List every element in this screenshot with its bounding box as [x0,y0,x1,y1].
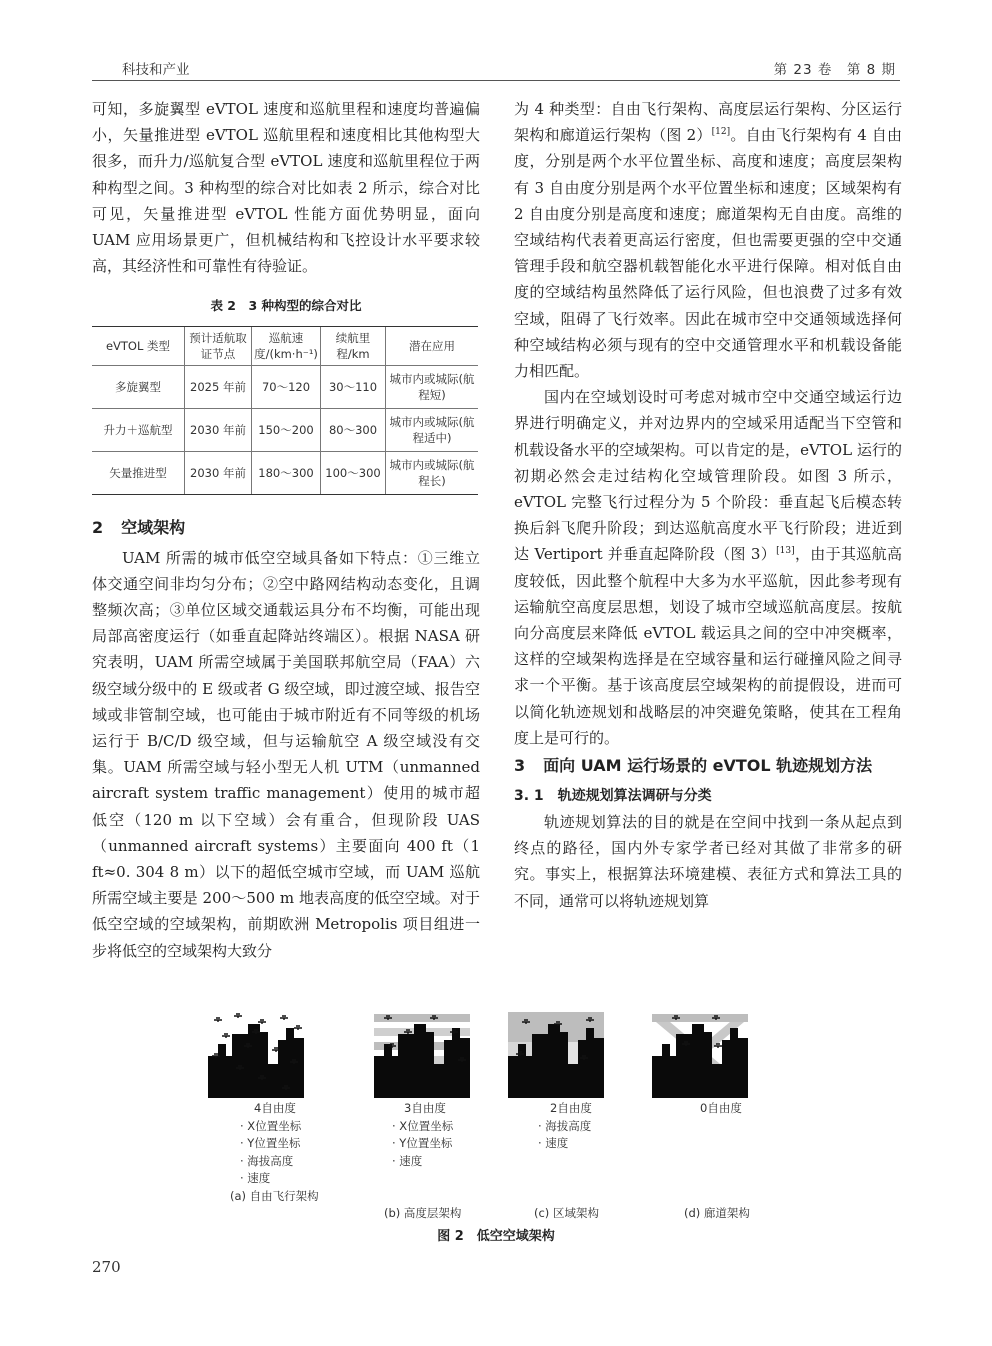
panel-zone-text [534,1100,599,1222]
table-header-cell: 潜在应用 [386,326,479,365]
table-caption: 表 2 3 种构型的综合对比 [210,298,362,314]
paragraph [514,96,902,384]
subsection-number: 3. 1 [514,788,544,805]
paragraph [514,384,902,751]
table-cell: 矢量推进型 [92,451,185,494]
table-cell: 2030 年前 [185,408,252,451]
journal-name: 科技和产业 [122,62,190,78]
table-cell: 升力＋巡航型 [92,408,185,451]
panel-free-flight-image [208,1012,304,1098]
table-cell: 70～120 [252,365,321,408]
table-row [92,451,478,494]
table-cell: 2030 年前 [185,451,252,494]
panel-corridor-image [652,1012,748,1098]
right-column [514,96,902,914]
paragraph-text: 为 4 种类型：自由飞行架构、高度层运行架构、分区运行架构和廊道运行架构（图 2） [514,100,902,145]
dof-item: · Y位置坐标 [392,1136,453,1150]
panel-zone-image [508,1012,604,1098]
table-cell: 80～300 [321,408,386,451]
panel-layer-image [374,1012,470,1098]
table-header-cell: eVTOL 类型 [92,326,185,365]
left-column [92,96,480,964]
paragraph-text: 国内在空域划设时可考虑对城市空中交通空域运行边界进行明确定义，并对边界内的空域采用适配当下空管和机载设备水平的空域架构。可以肯定的是，eVTOL 运行的初期必然会走过结构化空域管理阶段。如图 3 所示，eVTOL 完整飞行过程分为 5 个阶段：垂直起飞后模态转换后斜飞爬升阶段；到达巡航高度水平飞行阶段；进近到达 Vertiport 并垂直起降阶段（图 3） [514,388,902,564]
table-cell: 30～110 [321,365,386,408]
table-cell: 2025 年前 [185,365,252,408]
dof-item: · 海拔高度 [538,1118,592,1133]
paragraph-text: ，由于其巡航高度较低，因此整个航程中大多为水平巡航，因此参考现有运输航空高度层思想，划设了城市空域巡航高度层。按航向分高度层来降低 eVTOL 载运具之间的空中冲突概率，这样的空域架构选择是在空域容量和运行碰撞风险之间寻求一个平衡。基于该高度层空域架构的前提假设，进而可以简化轨迹规划和战略层的冲突避免策略，使其在工程角度上是可行的。 [514,545,902,747]
panel-corridor-text [684,1100,750,1222]
table-cell: 150～200 [252,408,321,451]
panel-layer-text [384,1100,462,1223]
table-header-cell: 续航里程/km [321,326,386,365]
section-title: 面向 UAM 运行场景的 eVTOL 轨迹规划方法 [543,756,873,776]
figure-airspace-architectures [208,1004,800,1220]
section-number: 3 [514,756,526,776]
table-header-cell: 巡航速度/(km·h⁻¹) [252,326,321,365]
dof-label: 3自由度 [404,1101,446,1115]
table-cell: 城市内或城际(航程短) [386,365,479,408]
page-number: 270 [92,1258,121,1276]
section-heading [92,515,480,541]
dof-item: · Y位置坐标 [240,1136,301,1150]
table-cell: 180～300 [252,451,321,494]
section-title: 空域架构 [121,517,186,537]
paragraph-text: 。自由飞行架构有 4 自由度，分别是两个水平位置坐标、高度和速度；高度层架构有 3 自由度分别是两个水平位置坐标和速度；区域架构有 2 自由度分别是高度和速度；廊道架构无自由度。高维的空域结构代表着更高运行密度，但也需要更强的空中交通管理手段和航空器机载智能化水平进行保障。相对低自由度的空域结构虽然降低了运行风险，但也浪费了过多有效空域，阻碍了飞行效率。因此在城市空中交通领域选择何种空域结构必须与现有的空中交通管理水平和机载设备能力相匹配。 [514,126,902,381]
figure-illustration [208,1004,800,1098]
paragraph: 轨迹规划算法的目的就是在空间中找到一条从起点到终点的路径，国内外专家学者已经对其做了非常多的研究。事实上，根据算法环境建模、表征方式和算法工具的不同，通常可以将轨迹规划算 [514,813,902,910]
dof-label: 4自由度 [254,1101,296,1115]
dof-item: · 海拔高度 [240,1153,294,1168]
dof-label: 2自由度 [550,1101,592,1115]
panel-label: (c) 区域架构 [534,1205,599,1220]
dof-item: · X位置坐标 [240,1118,302,1133]
figure-caption: 图 2 低空空域架构 [437,1229,555,1244]
table-cell: 城市内或城际(航程长) [386,451,479,494]
paragraph: 可知，多旋翼型 eVTOL 速度和巡航里程和速度均普遍偏小，矢量推进型 eVTOL 巡航里程和速度相比其他构型大很多，而升力/巡航复合型 eVTOL 速度和巡航里程位于两种构型之间。3 种构型的综合对比如表 2 所示，综合对比可见，矢量推进型 eVTOL 性能方面优势明显，面向 UAM 应用场景更广，但机械结构和飞控设计水平要求较高，其经济性和可靠性有待验证。 [92,100,480,276]
dof-item: · 速度 [392,1153,423,1168]
dof-item: · X位置坐标 [392,1118,454,1133]
table-cell: 100～300 [321,451,386,494]
table-header-row [92,326,478,365]
panel-label: (b) 高度层架构 [384,1206,462,1220]
panel-label: (d) 廊道架构 [684,1205,750,1220]
panel-free-flight-text [230,1100,319,1205]
panel-label: (a) 自由飞行架构 [230,1188,319,1203]
dof-item: · 速度 [538,1136,569,1150]
citation: [12] [711,127,731,138]
table-cell: 城市内或城际(航程适中) [386,408,479,451]
header-rule [92,80,900,81]
section-number: 2 [92,517,104,537]
issue-info: 第 23 卷 第 8 期 [773,62,896,78]
dof-item: · 速度 [240,1171,271,1185]
table-header-cell: 预计适航取证节点 [185,326,252,365]
subsection-heading [514,783,902,809]
section-heading [514,753,902,779]
citation: [13] [776,546,795,557]
table-cell: 多旋翼型 [92,365,185,408]
paragraph: UAM 所需的城市低空空域具备如下特点：①三维立体交通空间非均匀分布；②空中路网结构动态变化，且调整频次高；③单位区域交通载运具分布不均衡，可能出现局部高密度运行（如垂直起降站终端区）。根据 NASA 研究表明，UAM 所需空域属于美国联邦航空局（FAA）六级空域分级中的 E 级或者 G 级空域，即过渡空域、报告空域或非管制空域，也可能由于城市附近有不同等级的机场运行于 B/C/D 级空域，但与运输航空 A 级空域没有交集。UAM 所需空域与轻小型无人机 UTM（unmanned aircraft system traffic management）使用的城市超低空（120 m 以下空域）会有重合，但现阶段 UAS（unmanned aircraft systems）主要面向 400 ft（1 ft≈0. 304 8 m）以下的超低空城市空域，而 UAM 巡航所需空域主要是 200～500 m 地表高度的低空空域。对于低空空域的空域架构，前期欧洲 Metropolis 项目组进一步将低空的空域架构大致分 [92,548,480,960]
subsection-title: 轨迹规划算法调研与分类 [557,788,712,805]
table-row [92,408,478,451]
comparison-table [92,326,478,495]
table-row [92,365,478,408]
dof-label: 0自由度 [700,1101,742,1115]
